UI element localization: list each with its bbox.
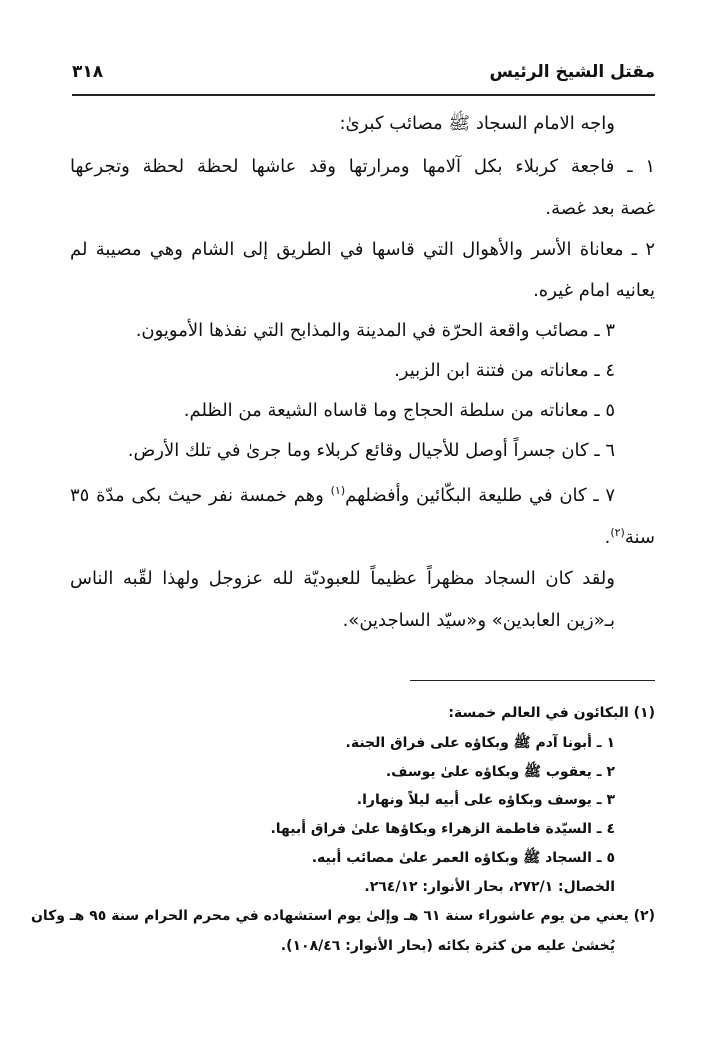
header-rule	[72, 94, 655, 96]
item-1-cont: غصة بعد غصة.	[545, 198, 655, 219]
closing-paragraph-cont: بـ«زين العابدين» و«سيّد الساجدين».	[342, 610, 615, 631]
running-title: مقتل الشيخ الرئيس	[489, 62, 655, 82]
footnote-ref-1[interactable]: (١)	[330, 484, 346, 497]
footnote-2-cont: يُخشىٰ عليه من كثرة بكائه (بحار الأنوار: ١٠٨/٤٦).	[280, 938, 615, 954]
item-7	[70, 479, 615, 508]
footnote-1-item: ٢ ـ يعقوب ﷺ وبكاؤه علىٰ يوسف.	[385, 764, 615, 780]
footnote-ref-2[interactable]: (٢)	[610, 526, 625, 539]
footnote-separator	[410, 680, 655, 681]
intro-line: واجه الامام السجاد ﷺ مصائب كبرىٰ:	[339, 113, 615, 134]
item-3: ٣ ـ مصائب واقعة الحرّة في المدينة والمذابح التي نفذها الأمويون.	[135, 320, 615, 341]
footnote-2: (٢) يعني من يوم عاشوراء سنة ٦١ هـ وإلىٰ يوم استشهاده في محرم الحرام سنة ٩٥ هـ وكان	[30, 908, 655, 924]
footnote-1-item: ١ ـ أبونا آدم ﷺ وبكاؤه على فراق الجنة.	[345, 735, 615, 751]
item-4: ٤ ـ معاناته من فتنة ابن الزبير.	[394, 360, 615, 381]
item-7-text-b: وهم خمسة نفر حيث بكى مدّة ٣٥	[70, 485, 331, 506]
closing-paragraph: ولقد كان السجاد مظهراً عظيماً للعبوديّة لله عزوجل ولهذا لقّبه الناس	[70, 568, 615, 589]
footnote-1-item: ٤ ـ السيّدة فاطمة الزهراء وبكاؤها علىٰ فراق أبيها.	[270, 821, 615, 837]
item-2-cont: يعانيه امام غيره.	[533, 280, 655, 301]
footnote-1-item: ٥ ـ السجاد ﷺ وبكاؤه العمر علىٰ مصائب أبيه.	[311, 850, 615, 866]
footnote-1-item: ٣ ـ يوسف وبكاؤه على أبيه ليلاً ونهارا.	[356, 792, 615, 808]
item-7-text-a: ٧ ـ كان في طليعة البكّائين وأفضلهم	[345, 485, 615, 506]
item-7-cont-text: سنة	[624, 527, 655, 548]
item-7-period: .	[604, 527, 611, 548]
item-5: ٥ ـ معاناته من سلطة الحجاج وما قاساه الشيعة من الظلم.	[183, 400, 615, 421]
item-7-cont	[605, 521, 655, 550]
item-2: ٢ ـ معاناة الأسر والأهوال التي قاسها في الطريق إلى الشام وهي مصيبة لم	[70, 239, 655, 260]
item-1: ١ ـ فاجعة كربلاء بكل آلامها ومرارتها وقد عاشها لحظة لحظة وتجرعها	[70, 156, 655, 177]
footnote-1-title: (١) البكائون في العالم خمسة:	[448, 705, 655, 721]
footnote-1-source: الخصال: ٢٧٢/١، بحار الأنوار: ٢٦٤/١٢.	[364, 879, 615, 895]
item-6: ٦ ـ كان جسراً أوصل للأجيال وقائع كربلاء وما جرىٰ في تلك الأرض.	[127, 440, 615, 461]
page-number: ٣١٨	[72, 62, 104, 82]
